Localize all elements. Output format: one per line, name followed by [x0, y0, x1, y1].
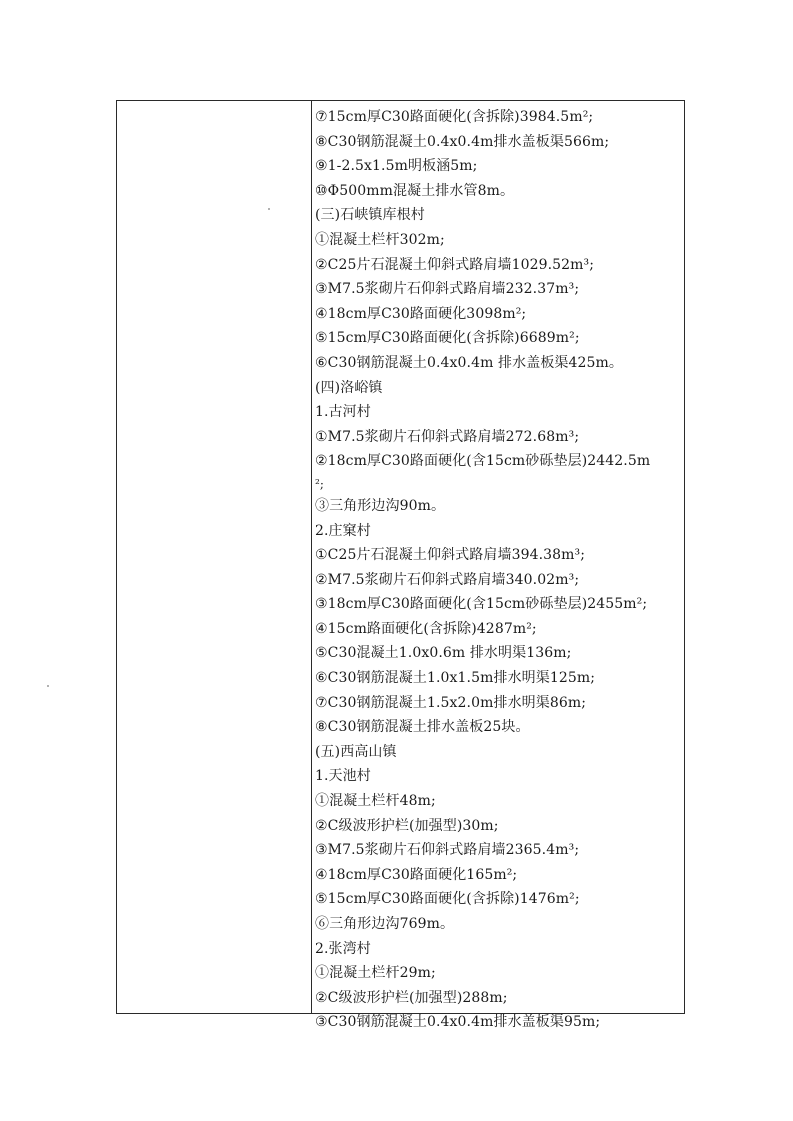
text-line: ⑤C30混凝土1.0x0.6m 排水明渠136m;	[315, 645, 572, 662]
text-line: ②C级波形护栏(加强型)30m;	[315, 817, 499, 834]
text-line: ④18cm厚C30路面硬化165m²;	[315, 866, 518, 883]
village-heading: 2.张湾村	[315, 940, 371, 957]
village-heading: 1.天池村	[315, 768, 371, 785]
text-line: ①混凝土栏杆302m;	[315, 231, 445, 248]
table-right-cell	[312, 101, 684, 1031]
text-line: ③18cm厚C30路面硬化(含15cm砂砾垫层)2455m²;	[315, 596, 648, 613]
section-heading: (五)西高山镇	[315, 743, 397, 760]
text-line: ⑦C30钢筋混凝土1.5x2.0m排水明渠86m;	[315, 694, 587, 711]
text-line: ⑧C30钢筋混凝土0.4x0.4m排水盖板渠566m;	[315, 133, 610, 150]
section-heading: (四)洛峪镇	[315, 379, 383, 396]
table-left-cell	[117, 101, 312, 1013]
text-line: ③M7.5浆砌片石仰斜式路肩墙2365.4m³;	[315, 842, 580, 859]
text-line: ②18cm厚C30路面硬化(含15cm砂砾垫层)2442.5m	[315, 453, 651, 470]
text-line: ①C25片石混凝土仰斜式路肩墙394.38m³;	[315, 547, 586, 564]
text-line: ②M7.5浆砌片石仰斜式路肩墙340.02m³;	[315, 571, 580, 588]
text-line: ①混凝土栏杆48m;	[315, 793, 436, 810]
text-line: ⑤15cm厚C30路面硬化(含拆除)6689m²;	[315, 330, 580, 347]
text-line: ①M7.5浆砌片石仰斜式路肩墙272.68m³;	[315, 428, 580, 445]
text-line: ⑨1-2.5x1.5m明板涵5m;	[315, 158, 478, 175]
text-line: ⑧C30钢筋混凝土排水盖板25块。	[315, 719, 530, 736]
text-line: ④18cm厚C30路面硬化3098m²;	[315, 305, 527, 322]
text-line: ③C30钢筋混凝土0.4x0.4m排水盖板渠95m;	[315, 1014, 601, 1031]
content-table	[116, 100, 685, 1031]
section-heading: (三)石峡镇库根村	[315, 207, 425, 224]
text-line-continuation: ²;	[315, 476, 325, 491]
text-line: ②C级波形护栏(加强型)288m;	[315, 989, 508, 1006]
text-line: ⑥C30钢筋混凝土1.0x1.5m排水明渠125m;	[315, 670, 596, 687]
village-heading: 1.古河村	[315, 404, 371, 421]
text-line: ⑦15cm厚C30路面硬化(含拆除)3984.5m²;	[315, 109, 594, 125]
scan-speck	[47, 685, 49, 687]
text-line: ⑤15cm厚C30路面硬化(含拆除)1476m²;	[315, 891, 580, 908]
text-line: ⑩Φ500mm混凝土排水管8m。	[315, 182, 515, 199]
text-line: ⑥三角形边沟769m。	[315, 916, 455, 932]
text-line: ④15cm路面硬化(含拆除)4287m²;	[315, 620, 537, 637]
village-heading: 2.庄窠村	[315, 522, 371, 539]
text-line: ⑥C30钢筋混凝土0.4x0.4m 排水盖板渠425m。	[315, 354, 624, 371]
text-line: ③三角形边沟90m。	[315, 497, 446, 514]
text-line: ①混凝土栏杆29m;	[315, 965, 436, 982]
text-line: ③M7.5浆砌片石仰斜式路肩墙232.37m³;	[315, 281, 580, 298]
text-line: ②C25片石混凝土仰斜式路肩墙1029.52m³;	[315, 256, 595, 273]
